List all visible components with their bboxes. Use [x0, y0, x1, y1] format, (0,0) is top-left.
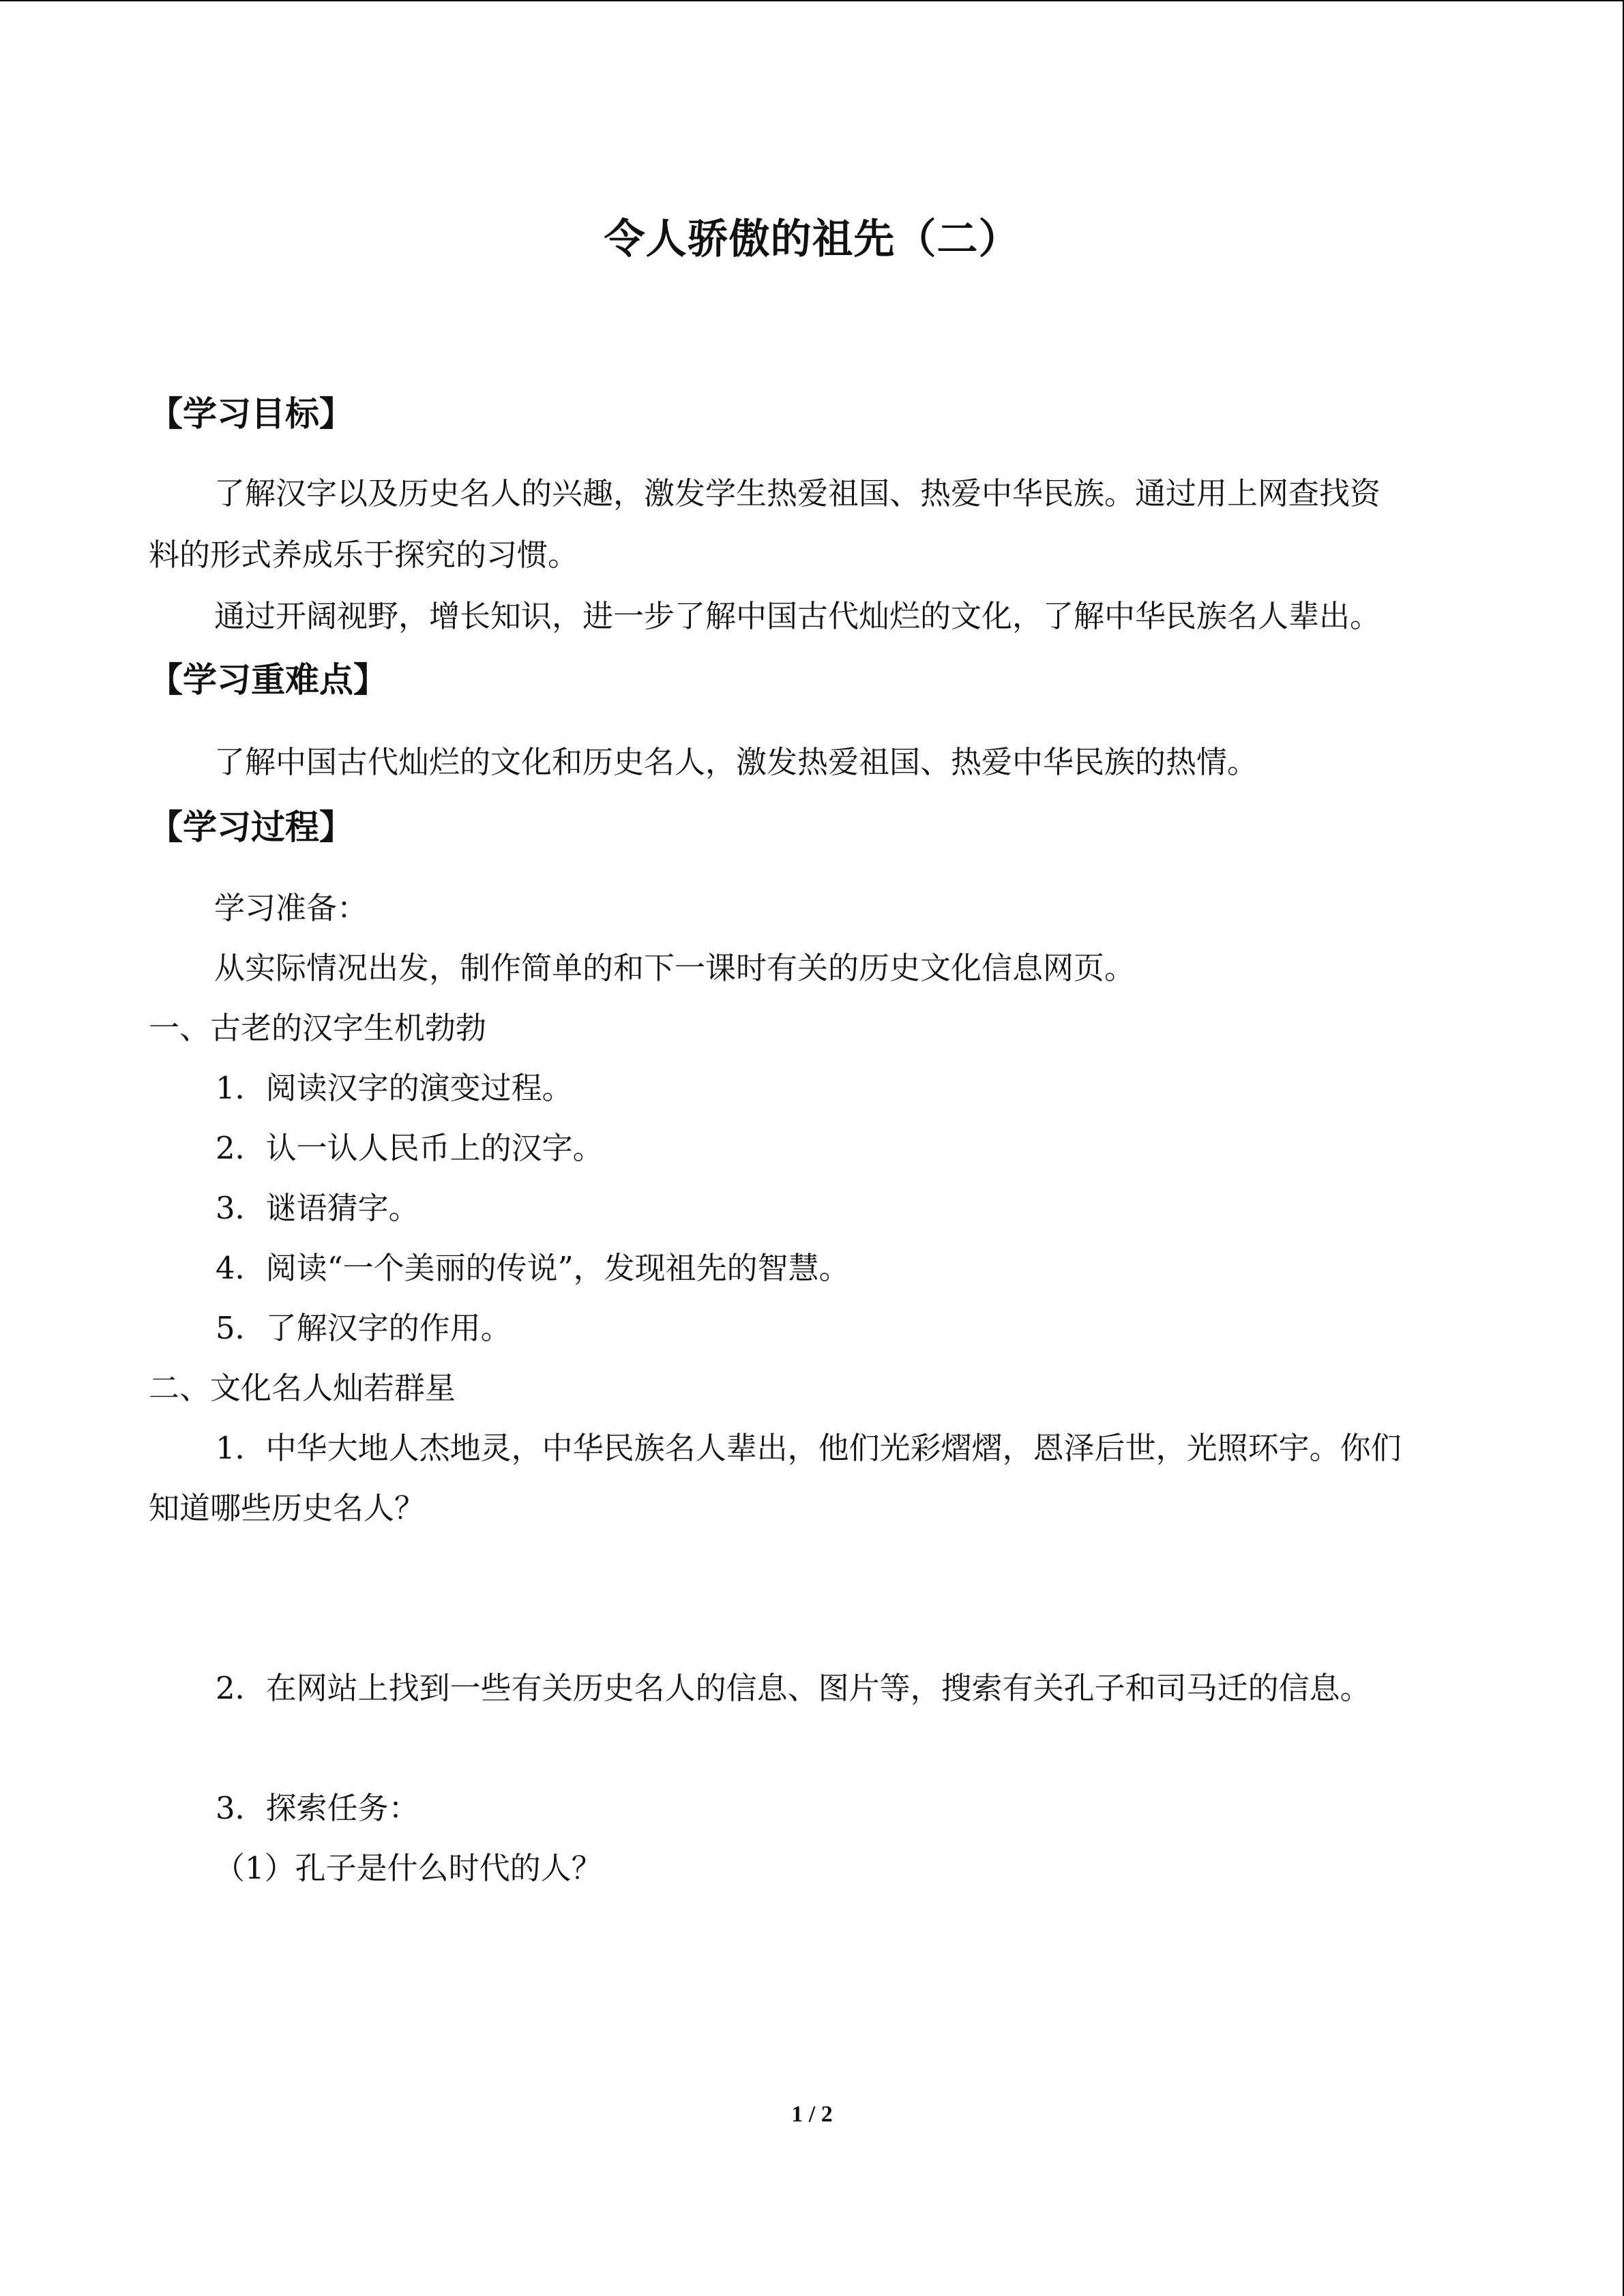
part-2-item-2: 2．在网站上找到一些有关历史名人的信息、图片等，搜索有关孔子和司马迁的信息。 [216, 1670, 1371, 1706]
part-2-item-3-sub-1: （1）孔子是什么时代的人？ [214, 1850, 602, 1886]
section-heading-key-points: 【学习重难点】 [149, 660, 387, 700]
prep-text: 从实际情况出发，制作简单的和下一课时有关的历史文化信息网页。 [214, 950, 1136, 986]
key-points-paragraph: 了解中国古代灿烂的文化和历史名人，激发热爱祖国、热爱中华民族的热情。 [214, 744, 1258, 780]
part-1-item-2: 2．认一认人民币上的汉字。 [216, 1130, 604, 1166]
part-1-item-5: 5．了解汉字的作用。 [216, 1310, 512, 1346]
page-number: 1 / 2 [791, 2102, 833, 2127]
part-1-title: 一、古老的汉字生机勃勃 [149, 1010, 487, 1046]
part-2-item-1-line-1: 1．中华大地人杰地灵，中华民族名人辈出，他们光彩熠熠，恩泽后世，光照环宇。你们 [216, 1430, 1402, 1466]
part-2-item-3: 3．探索任务： [216, 1790, 419, 1826]
page-title: 令人骄傲的祖先（二） [604, 215, 1020, 263]
objectives-paragraph-1-line-1: 了解汉字以及历史名人的兴趣，激发学生热爱祖国、热爱中华民族。通过用上网查找资 [214, 475, 1381, 511]
section-heading-process: 【学习过程】 [149, 807, 353, 847]
objectives-paragraph-2: 通过开阔视野，增长知识，进一步了解中国古代灿烂的文化，了解中华民族名人辈出。 [214, 598, 1381, 634]
objectives-paragraph-1-line-2: 料的形式养成乐于探究的习惯。 [149, 537, 579, 573]
section-heading-objectives: 【学习目标】 [149, 394, 353, 434]
part-1-item-3: 3．谜语猜字。 [216, 1190, 419, 1226]
part-2-item-1-line-2: 知道哪些历史名人？ [149, 1490, 426, 1526]
prep-label: 学习准备： [214, 890, 368, 926]
part-1-item-1: 1．阅读汉字的演变过程。 [216, 1070, 573, 1106]
part-1-item-4: 4．阅读“一个美丽的传说”，发现祖先的智慧。 [216, 1250, 850, 1286]
part-2-title: 二、文化名人灿若群星 [149, 1370, 456, 1406]
